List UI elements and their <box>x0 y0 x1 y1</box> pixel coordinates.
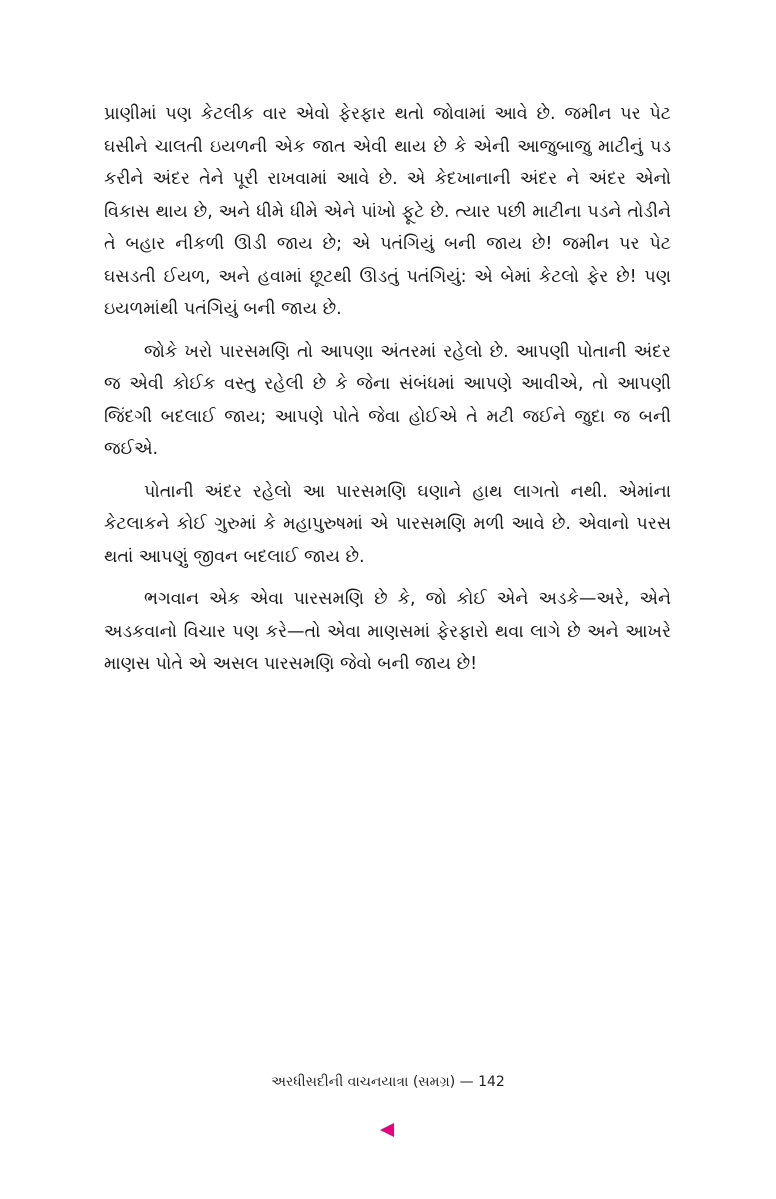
page-footer: અરધીસદીની વાચનયાત્રા (સમગ્ર) — 142 <box>271 1074 505 1090</box>
paragraph-2: જોકે ખરો પારસમણિ તો આપણા અંતરમાં રહેલો છે. આપણી પોતાની અંદર જ એવી કોઈક વસ્તુ રહેલી છે કે જેના સંબંધમાં આપણે આવીએ, તો આપણી જિંદગી બદલાઈ જાય; આપણે પોતે જેવા હોઈએ તે મટી જઈને જુદા જ બની જઈએ. <box>104 341 671 459</box>
paragraph-3: પોતાની અંદર રહેલો આ પારસમણિ ઘણાને હાથ લાગતો નથી. એમાંના કેટલાકને કોઈ ગુરુમાં કે મહાપુરુષમાં એ પારસમણિ મળી આવે છે. એવાનો પરસ થતાં આપણું જીવન બદલાઈ જાય છે. <box>104 481 671 567</box>
paragraph-1: પ્રાણીમાં પણ કેટલીક વાર એવો ફેરફાર થતો જોવામાં આવે છે. જમીન પર પેટ ઘસીને ચાલતી ઇયળની એક જાત એવી થાય છે કે એની આજુબાજુ માટીનું પડ કરીને અંદર તેને પૂરી રાખવામાં આવે છે. એ કેદખાનાની અંદર ને અંદર એનો વિકાસ થાય છે, અને ધીમે ધીમે એને પાંખો ફૂટે છે. ત્યાર પછી માટીના પડને તોડીને તે બહાર નીકળી ઊડી જાય છે; એ પતંગિયું બની જાય છે! જમીન પર પેટ ઘસડતી ઈયળ, અને હવામાં છૂટથી ઊડતું પતંગિયું: એ બેમાં કેટલો ફેર છે! પણ ઇયળમાંથી પતંગિયું બની જાય છે. <box>104 104 671 319</box>
previous-page-arrow-icon[interactable] <box>380 1123 394 1137</box>
paragraph-4: ભગવાન એક એવા પારસમણિ છે કે, જો કોઈ એને અડકે—અરે, એને અડકવાનો વિચાર પણ કરે—તો એવા માણસમાં ફેરફારો થવા લાગે છે અને આખરે માણસ પોતે એ અસલ પારસમણિ જેવો બની જાય છે! <box>104 589 671 674</box>
page-body <box>104 98 671 691</box>
